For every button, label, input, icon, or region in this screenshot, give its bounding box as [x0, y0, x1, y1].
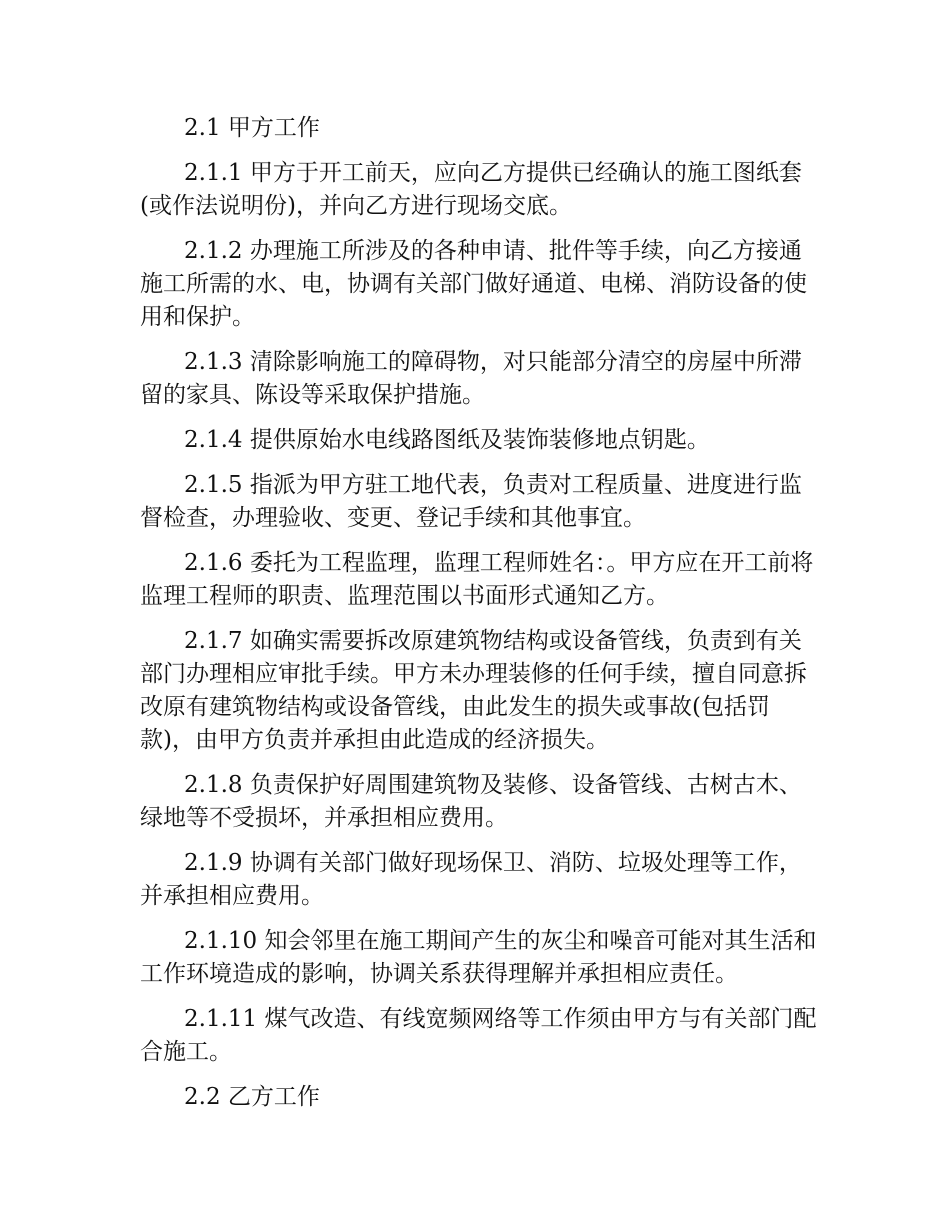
document-body [140, 112, 820, 1126]
clause-2-1-8: 2.1.8 负责保护好周围建筑物及装修、设备管线、古树古木、绿地等不受损坏，并承担相应费用。 [140, 772, 802, 831]
clause-2-1-11: 2.1.11 煤气改造、有线宽频网络等工作须由甲方与有关部门配合施工。 [140, 1006, 817, 1065]
clause-2-1-3: 2.1.3 清除影响施工的障碍物，对只能部分清空的房屋中所滞留的家具、陈设等采取保护措施。 [140, 349, 802, 408]
clause-2-1-10: 2.1.10 知会邻里在施工期间产生的灰尘和噪音可能对其生活和工作环境造成的影响，协调关系获得理解并承担相应责任。 [140, 928, 817, 987]
clause-2-1-1: 2.1.1 甲方于开工前天，应向乙方提供已经确认的施工图纸套(或作法说明份)，并向乙方进行现场交底。 [140, 160, 802, 219]
section-heading-2-2: 2.2 乙方工作 [184, 1084, 320, 1110]
clause-2-1-4: 2.1.4 提供原始水电线路图纸及装饰装修地点钥匙。 [184, 427, 710, 453]
clause-2-1-7: 2.1.7 如确实需要拆改原建筑物结构或设备管线，负责到有关部门办理相应审批手续。甲方未办理装修的任何手续，擅自同意拆改原有建筑物结构或设备管线，由此发生的损失或事故(包括罚款)，由甲方负责并承担由此造成的经济损失。 [140, 628, 807, 753]
clause-2-1-6: 2.1.6 委托为工程监理，监理工程师姓名：。甲方应在开工前将监理工程师的职责、监理范围以书面形式通知乙方。 [140, 550, 814, 609]
section-heading-2-1: 2.1 甲方工作 [184, 115, 320, 141]
clause-2-1-5: 2.1.5 指派为甲方驻工地代表，负责对工程质量、进度进行监督检查，办理验收、变更、登记手续和其他事宜。 [140, 472, 802, 531]
clause-2-1-9: 2.1.9 协调有关部门做好现场保卫、消防、垃圾处理等工作，并承担相应费用。 [140, 850, 802, 909]
clause-2-1-2: 2.1.2 办理施工所涉及的各种申请、批件等手续，向乙方接通施工所需的水、电，协调有关部门做好通道、电梯、消防设备的使用和保护。 [140, 238, 807, 330]
